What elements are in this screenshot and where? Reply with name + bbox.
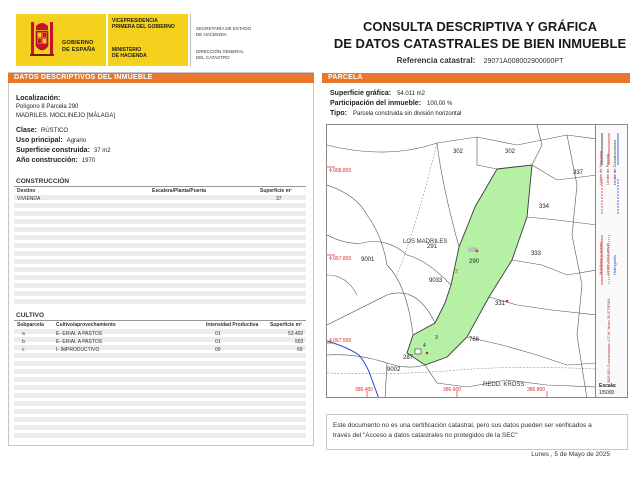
parcel-polygon[interactable] [407, 165, 532, 365]
cultivo-row-a-cult: E- ERIAL A PASTOS [56, 331, 103, 337]
cultivo-row-b-sub: b [22, 339, 25, 345]
secretaria-block [190, 14, 256, 66]
cultivo-row-a-sup: 53.402 [288, 331, 304, 337]
title-line-1: CONSULTA DESCRIPTIVA Y GRÁFICA [362, 19, 597, 34]
left-panel-title: DATOS DESCRIPTIVOS DEL INMUEBLE [8, 73, 314, 83]
construccion-divider [14, 186, 306, 187]
map-parcel-9001: 9001 [361, 257, 375, 263]
coat-of-arms-icon [28, 20, 56, 60]
title-line-2: DE DATOS CATASTRALES DE BIEN INMUEBLE [333, 36, 627, 51]
superficie-label: Superficie construida: [16, 147, 90, 154]
map-place-los-madriles: LOS MADRILES [403, 239, 448, 245]
superficie-value: 37 m2 [93, 148, 111, 154]
localizacion-line-1: Polígono 8 Parcela 290 [16, 104, 79, 110]
legend-item-3: Límite de Construcciones [612, 139, 617, 185]
secretaria-label [196, 26, 251, 37]
map-parcel-9033: 9033 [429, 278, 443, 284]
superficie-row [16, 146, 115, 156]
map-parcel-334: 334 [539, 204, 550, 210]
scale-value: 1/5000 [599, 390, 615, 396]
reference-label: Referencia catastral: [396, 56, 476, 65]
map-parcel-333: 333 [531, 251, 542, 257]
map-coord-east-1: 386.400 [355, 387, 374, 393]
map-coord-north-2: 4.067.800 [329, 256, 352, 262]
reference-value[interactable]: 29071A008002900000PT [483, 58, 564, 65]
construccion-row-destino: VIVIENDA [17, 196, 41, 202]
map-parcel-2: 2 [455, 269, 458, 275]
construccion-row-sup: 37 [276, 196, 282, 202]
uso-value: Agrario [66, 138, 87, 144]
tipo-label: Tipo: [330, 110, 347, 117]
anio-label: Año construcción: [16, 157, 78, 164]
ministry-block [108, 14, 188, 66]
map-coord-east-3: 386.800 [527, 387, 546, 393]
marker-dot [426, 352, 429, 355]
cadastral-reference [330, 56, 630, 65]
direccion-line-2: DEL CATASTRO [196, 54, 230, 60]
cultivo-title: CULTIVO [16, 312, 45, 319]
cultivo-table-body [14, 329, 306, 439]
building-shape [415, 349, 421, 354]
localizacion-line-2: MADRILES. MOCLINEJO [MÁLAGA] [16, 113, 116, 119]
legend-item-5: Límite zona verde [605, 243, 610, 275]
sup-grafica-row [330, 89, 461, 99]
map-parcel-3: 3 [435, 335, 438, 341]
direccion-label [196, 49, 244, 60]
gobierno-line-1: GOBIERNO [62, 40, 94, 46]
gobierno-logo-block [16, 14, 106, 66]
ministerio-line-2: DE HACIENDA [112, 53, 147, 59]
tipo-value: Parcela construida sin división horizontal [352, 111, 462, 117]
secretaria-line-1: SECRETARÍA DE ESTADO [196, 26, 252, 31]
cultivo-row-c-int: 00 [215, 347, 221, 353]
construccion-table-body [14, 195, 306, 307]
uso-row [16, 136, 115, 146]
legend-item-2: Límite de Parcela [605, 153, 610, 185]
map-place-redd-kross: REDD. KROSS [483, 382, 525, 388]
map-parcel-331: 331 [495, 301, 506, 307]
property-info [16, 94, 115, 166]
disclaimer-line-2[interactable]: través del "Acceso a datos catastrales no protegidos de la SEC" [333, 432, 518, 439]
construccion-title: CONSTRUCCIÓN [16, 178, 70, 185]
map-coord-north-1: 4.068.800 [329, 168, 352, 174]
map-parcel-290: 290 [469, 259, 480, 265]
cultivo-row-c-cult: I- IMPRODUCTIVO [56, 347, 100, 353]
document-title [330, 18, 630, 52]
cultivo-row-b-sup: 503 [295, 339, 304, 345]
localizacion-label: Localización: [16, 95, 61, 102]
clase-value: RÚSTICO [41, 128, 69, 134]
vicepresidencia-label [112, 18, 175, 30]
construccion-header-sup: Superficie m² [260, 188, 292, 194]
uso-label: Uso principal: [16, 137, 63, 144]
legend-item-6: Hidrografía [612, 255, 617, 275]
parcel-info [330, 89, 461, 119]
direccion-line-1: DIRECCIÓN GENERAL [196, 49, 245, 54]
cultivo-row-c-sub: c [22, 347, 25, 353]
cultivo-header-cult: Cultivo/aprovechamiento [56, 322, 116, 328]
participacion-label: Participación del inmueble: [330, 100, 422, 107]
tipo-row [330, 109, 461, 119]
map-parcel-9002: 9002 [387, 367, 401, 373]
map-coord-north-3: 4.067.500 [329, 338, 352, 344]
map-parcel-302b: 302 [505, 149, 516, 155]
sup-grafica-value: 54.011 m2 [397, 91, 425, 97]
scale-label: Escala: [599, 383, 617, 389]
participacion-value: 100,00 % [427, 101, 453, 107]
cultivo-row-b-cult: E- ERIAL A PASTOS [56, 339, 103, 345]
sup-grafica-label: Superficie gráfica: [330, 90, 392, 97]
cadastral-map[interactable] [326, 124, 596, 398]
marker-dot [506, 300, 509, 303]
map-parcel-4: 4 [423, 343, 426, 349]
cultivo-divider [14, 320, 306, 321]
legend-item-1: Límite de Manzana [598, 150, 603, 185]
ministerio-label [112, 47, 147, 59]
vicepresidencia-line-1: VICEPRESIDENCIA [112, 18, 158, 24]
legend-item-4: Mobiliario y aceras [598, 241, 603, 275]
clase-row [16, 126, 115, 136]
right-panel-title: PARCELA [322, 73, 630, 83]
map-parcel-291: 291 [427, 244, 438, 250]
map-projection-note: 388.000 Coordenadas U.T.M. Huso 30 ETRS89 [606, 298, 611, 383]
map-legend [596, 124, 628, 398]
construccion-header-destino: Destino [17, 188, 36, 194]
vicepresidencia-line-2: PRIMERA DEL GOBIERNO [112, 24, 175, 30]
secretaria-line-2: DE HACIENDA [196, 31, 227, 37]
cultivo-row-c-sup: 69 [297, 347, 303, 353]
cultivo-row-b-int: 01 [215, 339, 221, 345]
document-date: Lunes , 5 de Mayo de 2025 [531, 451, 610, 458]
cultivo-row-a-int: 01 [215, 331, 221, 337]
government-header [8, 14, 252, 70]
construccion-header-epp: Escalera/Planta/Puerta [152, 188, 206, 194]
map-coord-east-2: 386.600 [443, 387, 462, 393]
ministerio-line-1: MINISTERIO [112, 47, 142, 53]
cultivo-header-int: Intensidad Productiva [206, 322, 259, 328]
map-parcel-code: 008 [468, 248, 479, 254]
map-parcel-766: 766 [469, 337, 480, 343]
anio-value: 1970 [81, 158, 96, 164]
disclaimer-line-1: Este documento no es una certificación catastral, pero sus datos pueden ser verificados a [333, 422, 592, 429]
cultivo-header-sup: Superficie m² [270, 322, 302, 328]
map-parcel-302a: 302 [453, 149, 464, 155]
anio-row [16, 156, 115, 166]
cultivo-row-a-sub: a [22, 331, 25, 337]
cultivo-header-sub: Subparcela [17, 322, 44, 328]
gobierno-label [62, 40, 95, 53]
clase-label: Clase: [16, 127, 38, 134]
gobierno-line-2: DE ESPAÑA [62, 46, 96, 53]
map-parcel-337: 337 [573, 170, 584, 176]
participacion-row [330, 99, 461, 109]
disclaimer-box [326, 414, 628, 450]
map-parcel-287: 287 [403, 355, 414, 361]
